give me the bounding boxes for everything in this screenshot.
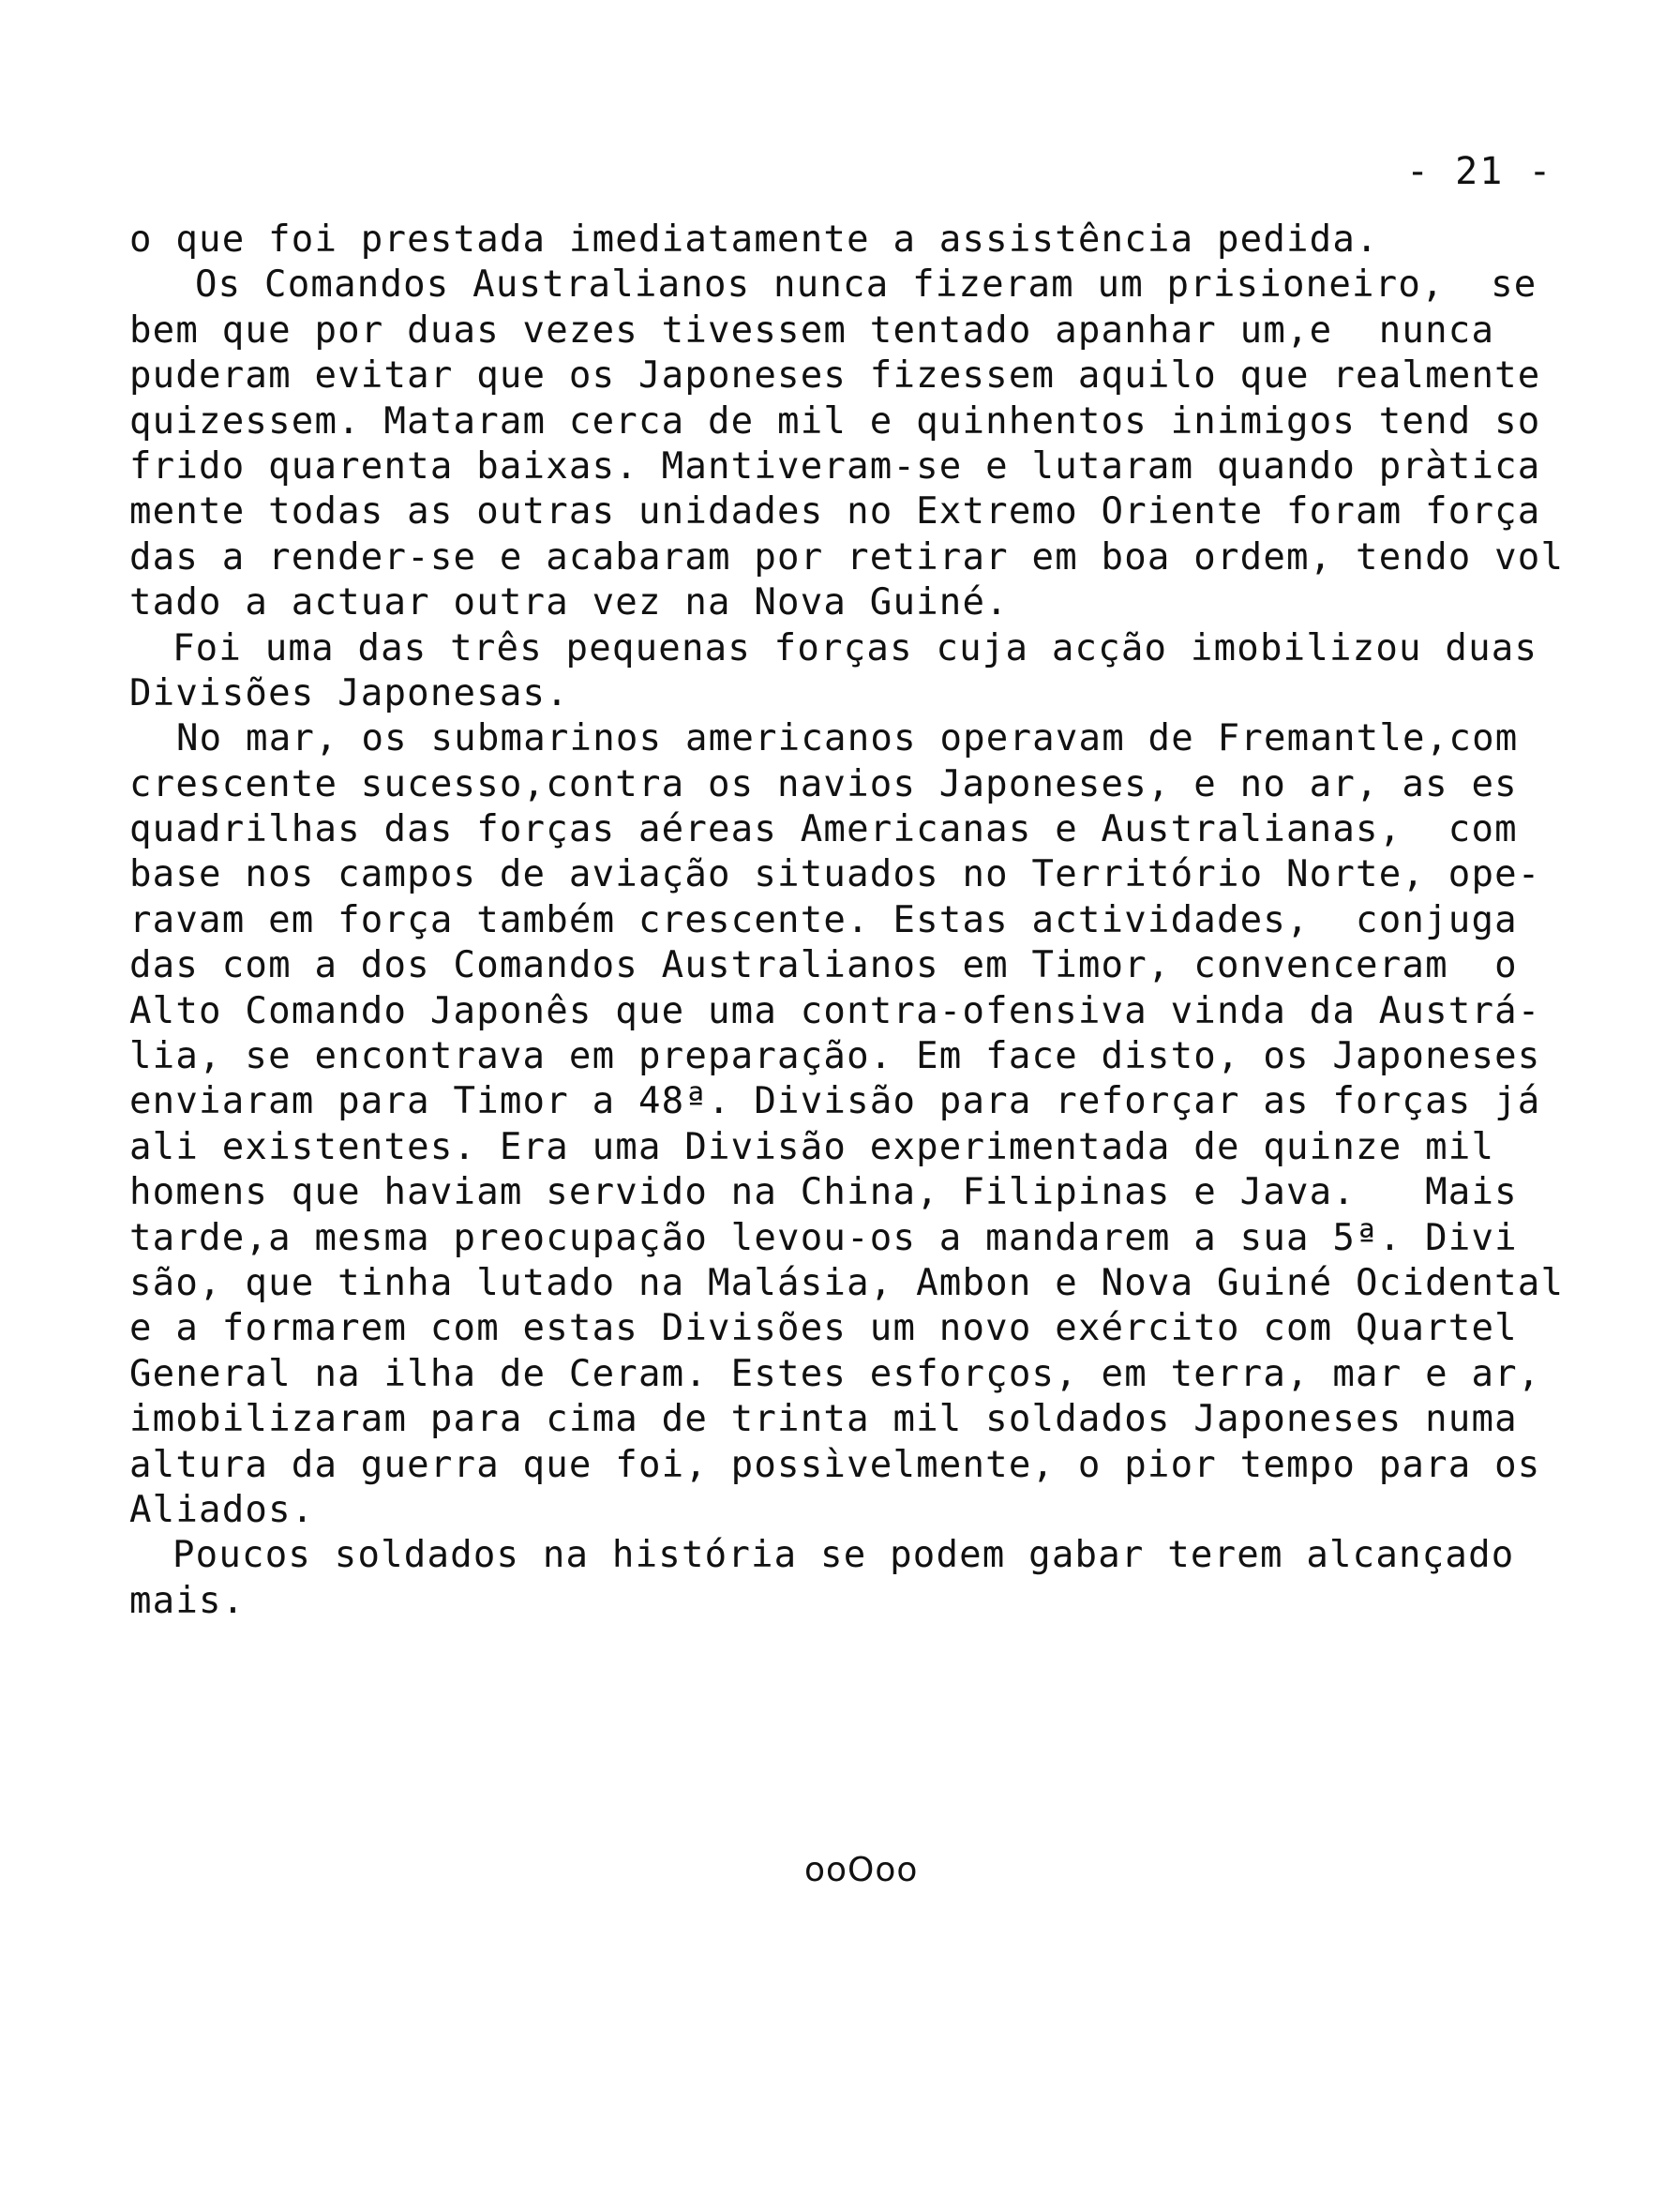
text-line: são, que tinha lutado na Malásia, Ambon e Nova Guiné Ocidental <box>129 1261 1565 1304</box>
text-line: puderam evitar que os Japoneses fizessem aquilo que realmente <box>129 354 1541 398</box>
text-line: Aliados. <box>129 1488 315 1531</box>
text-line: Divisões Japonesas. <box>129 671 569 714</box>
text-line: ravam em força também crescente. Estas actividades, conjuga <box>129 898 1518 941</box>
text-line: mais. <box>129 1579 246 1622</box>
text-line: Poucos soldados na história se podem gabar terem alcançado <box>172 1534 1515 1577</box>
text-line: mente todas as outras unidades no Extremo Oriente foram força <box>129 490 1541 533</box>
text-line: das com a dos Comandos Australianos em Timor, convenceram o <box>129 944 1518 987</box>
text-line: Foi uma das três pequenas forças cuja acção imobilizou duas <box>172 626 1538 669</box>
text-line: quadrilhas das forças aéreas Americanas e Australianas, com <box>129 808 1518 851</box>
text-line: General na ilha de Ceram. Estes esforços, em terra, mar e ar, <box>129 1352 1541 1395</box>
text-line: bem que por duas vezes tivessem tentado apanhar um,e nunca <box>129 308 1495 352</box>
text-line: quizessem. Mataram cerca de mil e quinhentos inimigos tend so <box>129 399 1541 443</box>
text-line: Os Comandos Australianos nunca fizeram um prisioneiro, se <box>195 263 1538 307</box>
text-line: imobilizaram para cima de trinta mil soldados Japoneses numa <box>129 1398 1518 1441</box>
text-line: altura da guerra que foi, possìvelmente, o pior tempo para os <box>129 1443 1541 1486</box>
text-line: enviaram para Timor a 48ª. Divisão para reforçar as forças já <box>129 1080 1541 1123</box>
text-line: das a render-se e acabaram por retirar em boa ordem, tendo vol <box>129 535 1565 579</box>
text-line: tarde,a mesma preocupação levou-os a mandarem a sua 5ª. Divi <box>129 1216 1518 1259</box>
text-line: homens que haviam servido na China, Filipinas e Java. Mais <box>129 1171 1518 1214</box>
text-line: o que foi prestada imediatamente a assistência pedida. <box>129 218 1379 261</box>
text-line: tado a actuar outra vez na Nova Guiné. <box>129 581 1009 624</box>
text-line: base nos campos de aviação situados no Território Norte, ope- <box>129 853 1541 896</box>
body-text <box>129 218 1573 1624</box>
text-line: lia, se encontrava em preparação. Em face disto, os Japoneses <box>129 1035 1541 1078</box>
text-line: ali existentes. Era uma Divisão experimentada de quinze mil <box>129 1125 1495 1168</box>
text-line: crescente sucesso,contra os navios Japoneses, e no ar, as es <box>129 762 1518 805</box>
end-mark: ooOoo <box>804 1851 919 1889</box>
text-line: Alto Comando Japonês que uma contra-ofensiva vinda da Austrá- <box>129 989 1541 1032</box>
text-line: frido quarenta baixas. Mantiveram-se e lutaram quando pràtica <box>129 444 1541 488</box>
page-number: - 21 - <box>1406 150 1553 193</box>
text-line: e a formarem com estas Divisões um novo exército com Quartel <box>129 1307 1518 1350</box>
text-line: No mar, os submarinos americanos operavam de Fremantle,com <box>176 717 1519 760</box>
